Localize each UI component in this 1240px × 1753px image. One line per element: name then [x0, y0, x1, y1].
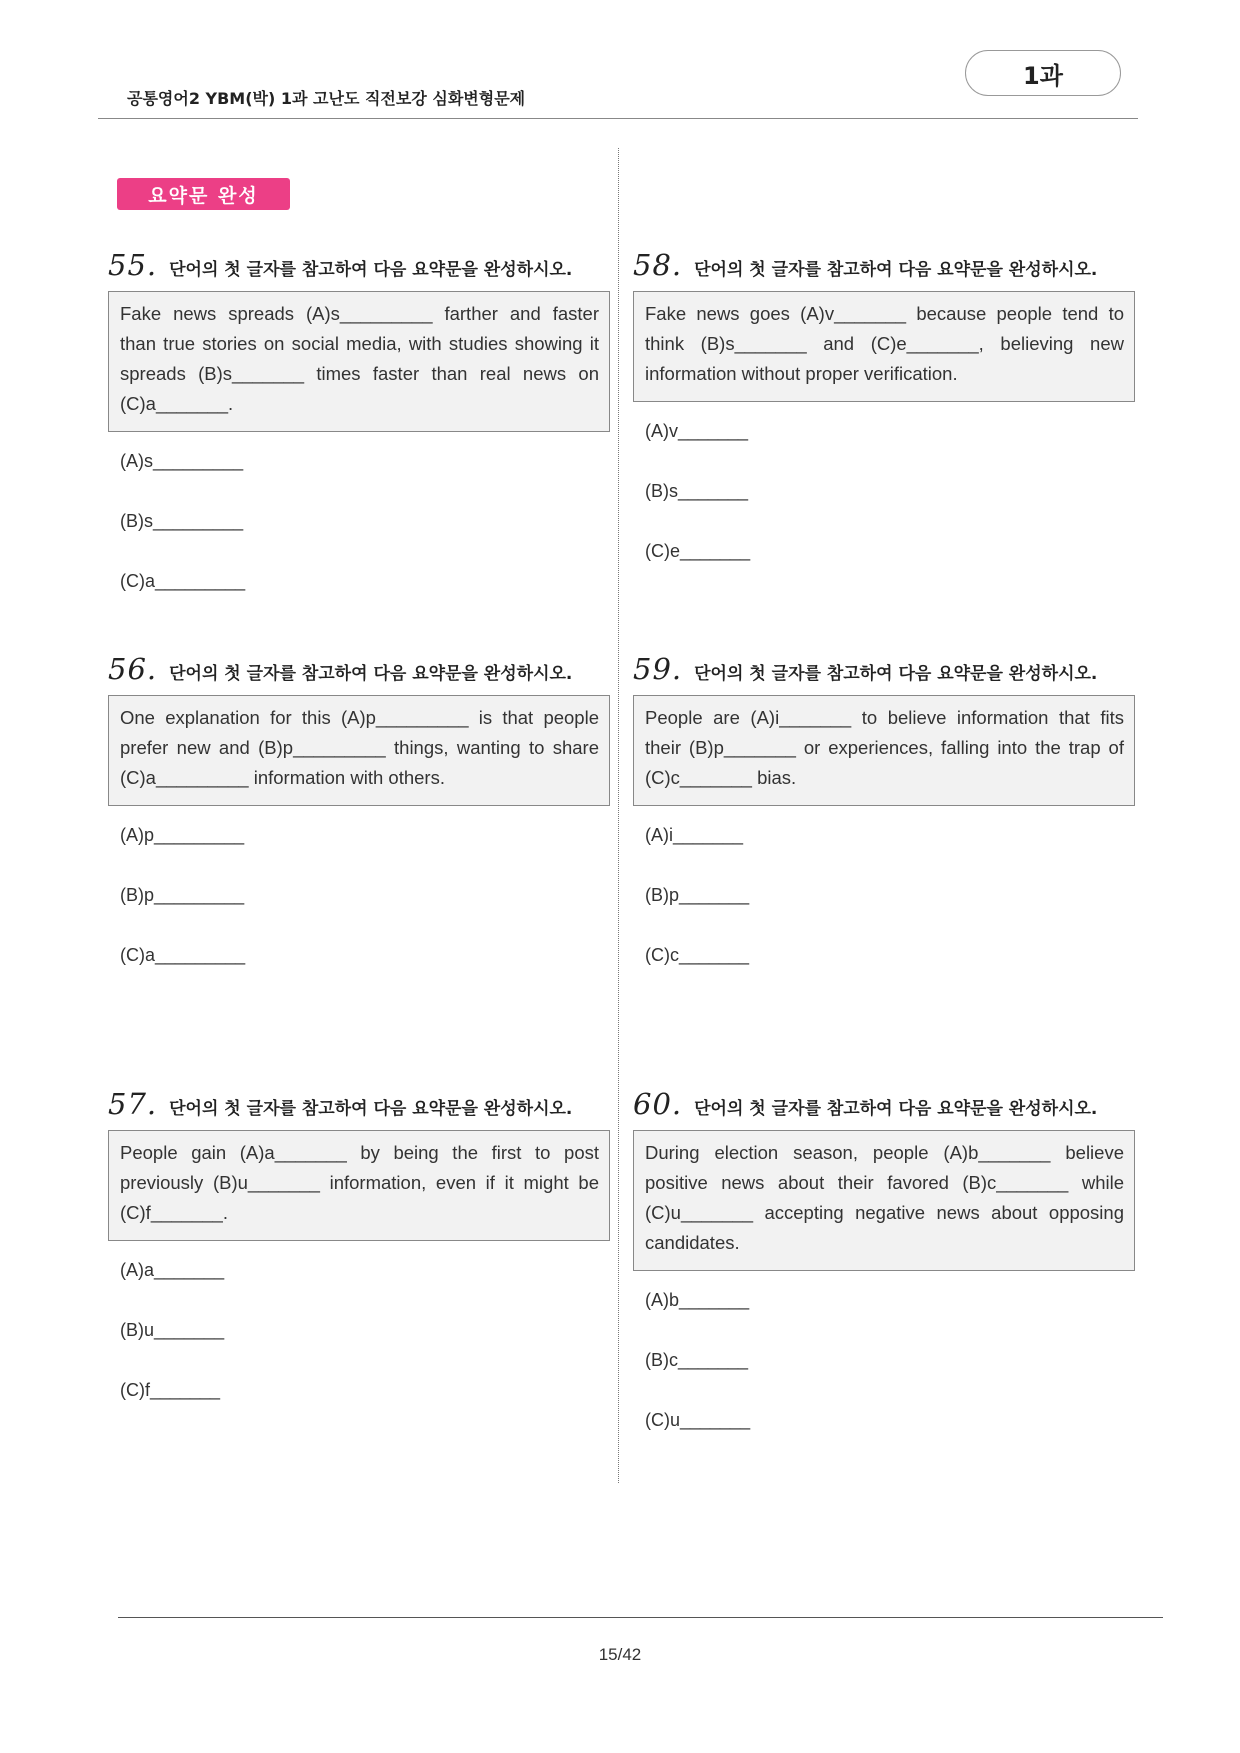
section-tag: 요약문 완성 [117, 178, 290, 210]
question-57 [108, 1087, 610, 1435]
question-number: 57. [108, 1087, 158, 1121]
question-header [633, 1087, 1135, 1123]
answer-list [108, 1255, 610, 1435]
answer-blank-b[interactable]: (B)p_______ [645, 885, 750, 905]
answer-blank-a[interactable]: (A)v_______ [645, 421, 749, 441]
answer-list [108, 820, 610, 1000]
header-divider [98, 118, 1138, 119]
answer-list [633, 1285, 1135, 1465]
question-number: 58. [633, 248, 683, 282]
question-number: 60. [633, 1087, 683, 1121]
answer-blank-a[interactable]: (A)b_______ [645, 1290, 750, 1310]
question-header [108, 1087, 610, 1123]
answer-blank-c[interactable]: (C)c_______ [645, 945, 750, 965]
question-60 [633, 1087, 1135, 1465]
answer-blank-b[interactable]: (B)s_________ [120, 511, 244, 531]
question-59 [633, 652, 1135, 1000]
summary-box: Fake news spreads (A)s_________ farther and faster than true stories on social media, with studies showing it spreads (B)s_______ times faster than real news on (C)a_______. [108, 291, 610, 432]
answer-blank-c[interactable]: (C)a_________ [120, 571, 246, 591]
question-58 [633, 248, 1135, 596]
question-header [108, 652, 610, 688]
question-instruction: 단어의 첫 글자를 참고하여 다음 요약문을 완성하시오. [694, 260, 1098, 280]
summary-box: One explanation for this (A)p_________ is that people prefer new and (B)p_________ things, wanting to share (C)a_________ information with others. [108, 695, 610, 806]
answer-list [633, 416, 1135, 596]
question-56 [108, 652, 610, 1000]
column-divider [618, 148, 619, 1483]
question-header [633, 652, 1135, 688]
answer-blank-a[interactable]: (A)i_______ [645, 825, 744, 845]
question-number: 56. [108, 652, 158, 686]
answer-list [108, 446, 610, 626]
question-55 [108, 248, 610, 626]
header-title: 공통영어2 YBM(박) 1과 고난도 직전보강 심화변형문제 [127, 89, 526, 108]
summary-box: During election season, people (A)b_______ believe positive news about their favored (B)c_______ while (C)u_______ accepting negative news about opposing candidates. [633, 1130, 1135, 1271]
answer-blank-b[interactable]: (B)u_______ [120, 1320, 225, 1340]
summary-box: People gain (A)a_______ by being the first to post previously (B)u_______ information, even if it might be (C)f_______. [108, 1130, 610, 1241]
page-number: 15/42 [598, 1645, 642, 1664]
answer-blank-c[interactable]: (C)f_______ [120, 1380, 221, 1400]
answer-blank-a[interactable]: (A)a_______ [120, 1260, 225, 1280]
answer-blank-c[interactable]: (C)a_________ [120, 945, 246, 965]
question-number: 59. [633, 652, 683, 686]
footer-divider [118, 1617, 1163, 1618]
question-instruction: 단어의 첫 글자를 참고하여 다음 요약문을 완성하시오. [169, 260, 573, 280]
answer-blank-a[interactable]: (A)s_________ [120, 451, 244, 471]
summary-box: People are (A)i_______ to believe information that fits their (B)p_______ or experiences, falling into the trap of (C)c_______ bias. [633, 695, 1135, 806]
question-instruction: 단어의 첫 글자를 참고하여 다음 요약문을 완성하시오. [694, 664, 1098, 684]
answer-blank-c[interactable]: (C)u_______ [645, 1410, 751, 1430]
answer-blank-a[interactable]: (A)p_________ [120, 825, 245, 845]
question-header [633, 248, 1135, 284]
question-instruction: 단어의 첫 글자를 참고하여 다음 요약문을 완성하시오. [694, 1099, 1098, 1119]
answer-blank-b[interactable]: (B)s_______ [645, 481, 749, 501]
summary-box: Fake news goes (A)v_______ because people tend to think (B)s_______ and (C)e_______, believing new information without proper verification. [633, 291, 1135, 402]
question-header [108, 248, 610, 284]
answer-list [633, 820, 1135, 1000]
question-instruction: 단어의 첫 글자를 참고하여 다음 요약문을 완성하시오. [169, 1099, 573, 1119]
question-number: 55. [108, 248, 158, 282]
answer-blank-b[interactable]: (B)c_______ [645, 1350, 749, 1370]
answer-blank-c[interactable]: (C)e_______ [645, 541, 751, 561]
lesson-badge: 1과 [965, 50, 1121, 96]
question-instruction: 단어의 첫 글자를 참고하여 다음 요약문을 완성하시오. [169, 664, 573, 684]
answer-blank-b[interactable]: (B)p_________ [120, 885, 245, 905]
